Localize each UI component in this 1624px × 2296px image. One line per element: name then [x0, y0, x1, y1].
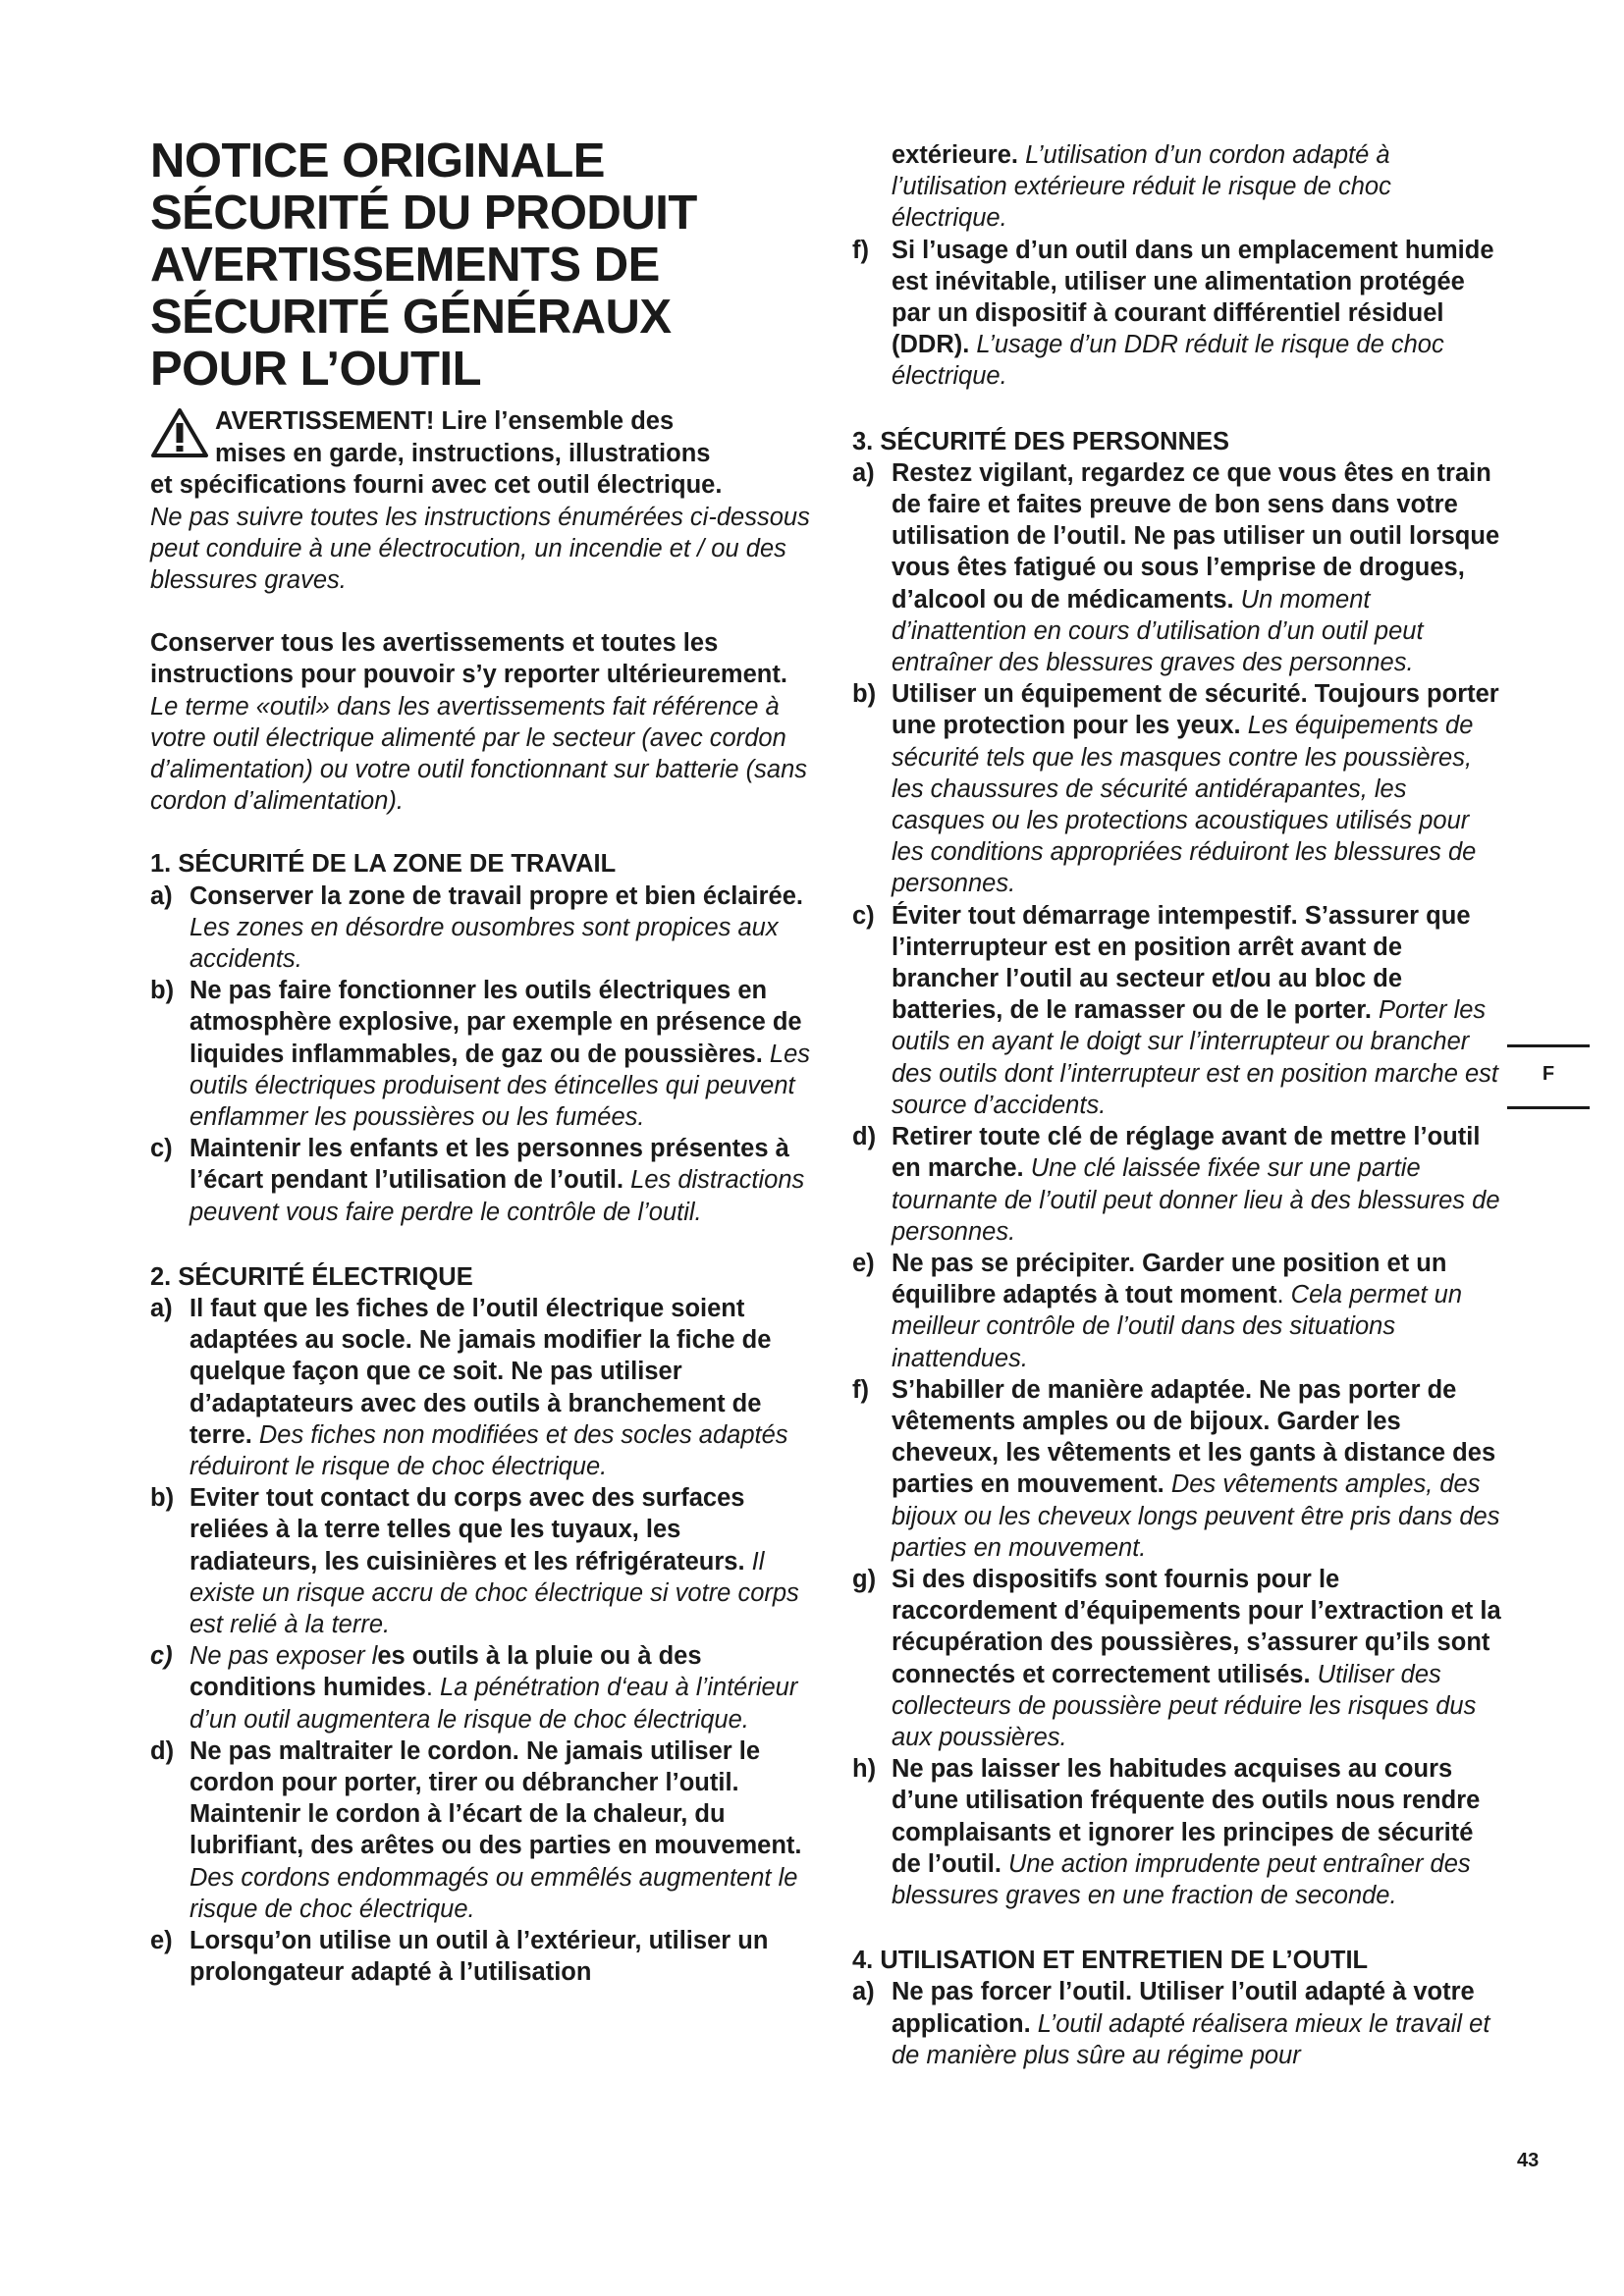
item-label: a): [852, 458, 875, 487]
item-italic: Cela permet un meilleur contrôle de l’outil dans des situations inattendues.: [892, 1281, 1463, 1372]
list-item: [150, 1482, 813, 1640]
item-bold: Eviter tout contact du corps avec des surfaces reliées à la terre telles que les tuyaux, les radiateurs, les cuisinières et les réfrigérateurs.: [189, 1484, 745, 1575]
warning-triangle-icon: [150, 407, 209, 458]
item-italic: Les zones en désordre ousombres sont propices aux accidents.: [189, 913, 779, 973]
list-item: [150, 1640, 813, 1735]
item-italic: L’utilisation d’un cordon adapté à l’utilisation extérieure réduit le risque de choc électrique.: [892, 141, 1391, 233]
item-label: h): [852, 1755, 877, 1784]
warning-italic: Ne pas suivre toutes les instructions énumérées ci-dessous peut conduire à une électrocution, un incendie et / ou des blessures graves.: [150, 503, 810, 594]
keep-bold: Conserver tous les avertissements et toutes les instructions pour pouvoir s’y reporter ultérieurement.: [150, 629, 787, 689]
page-title: [150, 135, 813, 396]
item-bold: Conserver la zone de travail propre et bien éclairée.: [189, 881, 803, 910]
title-line: POUR L’OUTIL: [150, 343, 481, 396]
item-bold: Restez vigilant, regardez ce que vous êtes en train de faire et faites preuve de bon sens dans votre utilisation de l’outil. Ne pas utiliser un outil lorsque vous êtes fatigué ou sous l’emprise de drogues, d’alcool ou de médicaments.: [892, 458, 1500, 614]
item-italic: Les distractions peuvent vous faire perdre le contrôle de l’outil.: [189, 1166, 805, 1226]
item-bold: Lorsqu’on utilise un outil à l’extérieur, utiliser un prolongateur adapté à l’utilisation: [189, 1927, 769, 1987]
item-label: d): [852, 1123, 877, 1151]
title-line: SÉCURITÉ GÉNÉRAUX: [150, 291, 672, 344]
item-bold: Il faut que les fiches de l’outil électrique soient adaptées au socle. Ne jamais modifier la fiche de quelque façon que ce soit. Ne pas utiliser d’adaptateurs avec des outils à branchement de terre.: [189, 1294, 772, 1449]
item-label: d): [150, 1736, 175, 1765]
item-italic: Une action imprudente peut entraîner des blessures graves en une fraction de seconde.: [892, 1849, 1471, 1909]
item-bold: Ne pas laisser les habitudes acquises au cours d’une utilisation fréquente des outils nous rendre complaisants et ignorer les principes de sécurité de l’outil.: [892, 1755, 1481, 1878]
title-line: AVERTISSEMENTS DE: [150, 239, 660, 292]
warning-heading: AVERTISSEMENT! Lire l’ensemble des: [215, 407, 675, 435]
section-heading: 1. SÉCURITÉ DE LA ZONE DE TRAVAIL: [150, 850, 617, 879]
item-italic: Les équipements de sécurité tels que les masques contre les poussières, les chaussures de sécurité antidérapantes, les casques ou les protections acoustiques utilisés pour les conditions appropriées réduiront les blessures de personnes.: [892, 712, 1477, 898]
item-italic: L’usage d’un DDR réduit le risque de choc électrique.: [892, 331, 1444, 391]
tab-rule-bottom: [1507, 1106, 1590, 1109]
list-item: [852, 1121, 1502, 1248]
item-italic: Utiliser des collecteurs de poussière peut réduire les risques dus aux poussières.: [892, 1660, 1477, 1751]
list-item-continued: [852, 139, 1502, 235]
item-bold: Retirer toute clé de réglage avant de mettre l’outil en marche.: [892, 1123, 1481, 1183]
language-tab: [1507, 1044, 1590, 1109]
item-italic: La pénétration d‘eau à l’intérieur d’un outil augmentera le risque de choc électrique.: [189, 1674, 798, 1734]
item-italic: Porter les outils en ayant le doigt sur l’interrupteur ou brancher des outils dont l’interrupteur est en position marche est source d’accidents.: [892, 996, 1499, 1119]
list-item: [150, 975, 813, 1133]
general-warning: [150, 405, 813, 596]
item-italic: Des fiches non modifiées et des socles adaptés réduiront le risque de choc électrique.: [189, 1420, 788, 1480]
list-item: [150, 1133, 813, 1228]
list-item: [852, 1753, 1502, 1911]
item-bold: es outils à la pluie ou à des conditions humides: [189, 1642, 702, 1702]
item-label: a): [150, 1294, 173, 1322]
language-letter: F: [1542, 1063, 1555, 1085]
item-bold: extérieure.: [892, 141, 1018, 169]
item-italic: Des vêtements amples, des bijoux ou les cheveux longs peuvent être pris dans des parties en mouvement.: [892, 1470, 1500, 1562]
item-label: b): [852, 680, 877, 709]
item-label: e): [852, 1249, 875, 1277]
item-label: a): [150, 881, 173, 910]
item-bold: Ne pas forcer l’outil. Utiliser l’outil adapté à votre application.: [892, 1978, 1475, 2038]
item-label: b): [150, 977, 175, 1005]
list-item: [150, 1293, 813, 1482]
item-label: c): [852, 901, 875, 930]
list-item: [852, 1564, 1502, 1753]
list-item: [150, 1735, 813, 1925]
title-line: NOTICE ORIGINALE: [150, 134, 605, 187]
item-italic: Une clé laissée fixée sur une partie tournante de l’outil peut donner lieu à des blessures de personnes.: [892, 1154, 1500, 1246]
item-bold: S’habiller de manière adaptée. Ne pas porter de vêtements amples ou de bijoux. Garder les cheveux, les vêtements et les gants à distance des parties en mouvement.: [892, 1375, 1496, 1499]
list-item: [852, 900, 1502, 1121]
section-heading: 4. UTILISATION ET ENTRETIEN DE L’OUTIL: [852, 1947, 1369, 1975]
item-label: f): [852, 1375, 869, 1404]
list-item: [150, 881, 813, 976]
item-label: c): [150, 1642, 173, 1671]
item-label: g): [852, 1565, 877, 1593]
item-label: f): [852, 236, 869, 264]
list-item: [150, 1925, 813, 1988]
section-heading: 3. SÉCURITÉ DES PERSONNES: [852, 427, 1230, 455]
item-italic: Un moment d’inattention en cours d’utilisation d’un outil peut entraîner des blessures graves des personnes.: [892, 585, 1424, 677]
page-number: 43: [1517, 2150, 1540, 2171]
list-item: [852, 235, 1502, 393]
left-column: [150, 135, 813, 1988]
item-label: c): [150, 1135, 173, 1163]
item-italic: L’outil adapté réalisera mieux le travail et de manière plus sûre au régime pour: [892, 2009, 1490, 2069]
item-bold: Utiliser un équipement de sécurité. Toujours porter une protection pour les yeux.: [892, 680, 1499, 740]
right-column: [852, 139, 1502, 2071]
item-plain: .: [425, 1674, 433, 1702]
list-item: [852, 457, 1502, 678]
title-line: SÉCURITÉ DU PRODUIT: [150, 187, 697, 240]
item-bold: Si l’usage d’un outil dans un emplacement humide est inévitable, utiliser une alimentation protégée par un dispositif à courant différentiel résiduel (DDR).: [892, 236, 1494, 359]
list-item: [852, 678, 1502, 899]
warning-text: et spécifications fourni avec cet outil électrique.: [150, 471, 723, 499]
tab-rule-top: [1507, 1044, 1590, 1047]
item-bold: Ne pas faire fonctionner les outils électriques en atmosphère explosive, par exemple en présence de liquides inflammables, de gaz ou de poussières.: [189, 977, 802, 1068]
item-bold: Éviter tout démarrage intempestif. S’assurer que l’interrupteur est en position arrêt avant de brancher l’outil au secteur et/ou au bloc de batteries, de le ramasser ou de le porter.: [892, 901, 1471, 1025]
item-italic: Il existe un risque accru de choc électrique si votre corps est relié à la terre.: [189, 1547, 799, 1638]
list-item: [852, 1374, 1502, 1564]
item-bold: Ne pas maltraiter le cordon. Ne jamais utiliser le cordon pour porter, tirer ou débrancher l’outil. Maintenir le cordon à l’écart de la chaleur, du lubrifiant, des arêtes ou des parties en mouvement.: [189, 1736, 802, 1860]
keep-instructions: [150, 627, 813, 817]
item-italic: Des cordons endommagés ou emmêlés augmentent le risque de choc électrique.: [189, 1863, 798, 1923]
item-label: e): [150, 1927, 173, 1955]
item-label: a): [852, 1978, 875, 2006]
item-lead-italic: Ne pas exposer l: [189, 1642, 378, 1671]
item-bold: Ne pas se précipiter. Garder une position et un équilibre adaptés à tout moment: [892, 1249, 1447, 1309]
item-italic: Les outils électriques produisent des étincelles qui peuvent enflammer les poussières ou les fumées.: [189, 1040, 811, 1131]
item-bold: Maintenir les enfants et les personnes présentes à l’écart pendant l’utilisation de l’outil.: [189, 1135, 789, 1195]
list-item: [852, 1976, 1502, 2071]
item-plain: .: [1276, 1281, 1284, 1309]
list-item: [852, 1248, 1502, 1374]
keep-italic: Le terme «outil» dans les avertissements fait référence à votre outil électrique alimenté par le secteur (avec cordon d’alimentation) ou votre outil fonctionnant sur batterie (sans cordon d’alimentation).: [150, 692, 808, 816]
warning-text: mises en garde, instructions, illustrations: [215, 439, 711, 467]
section-heading: 2. SÉCURITÉ ÉLECTRIQUE: [150, 1262, 473, 1291]
item-label: b): [150, 1484, 175, 1513]
item-bold: Si des dispositifs sont fournis pour le raccordement d’équipements pour l’extraction et la récupération des poussières, s’assurer qu’ils sont connectés et correctement utilisés.: [892, 1565, 1501, 1688]
